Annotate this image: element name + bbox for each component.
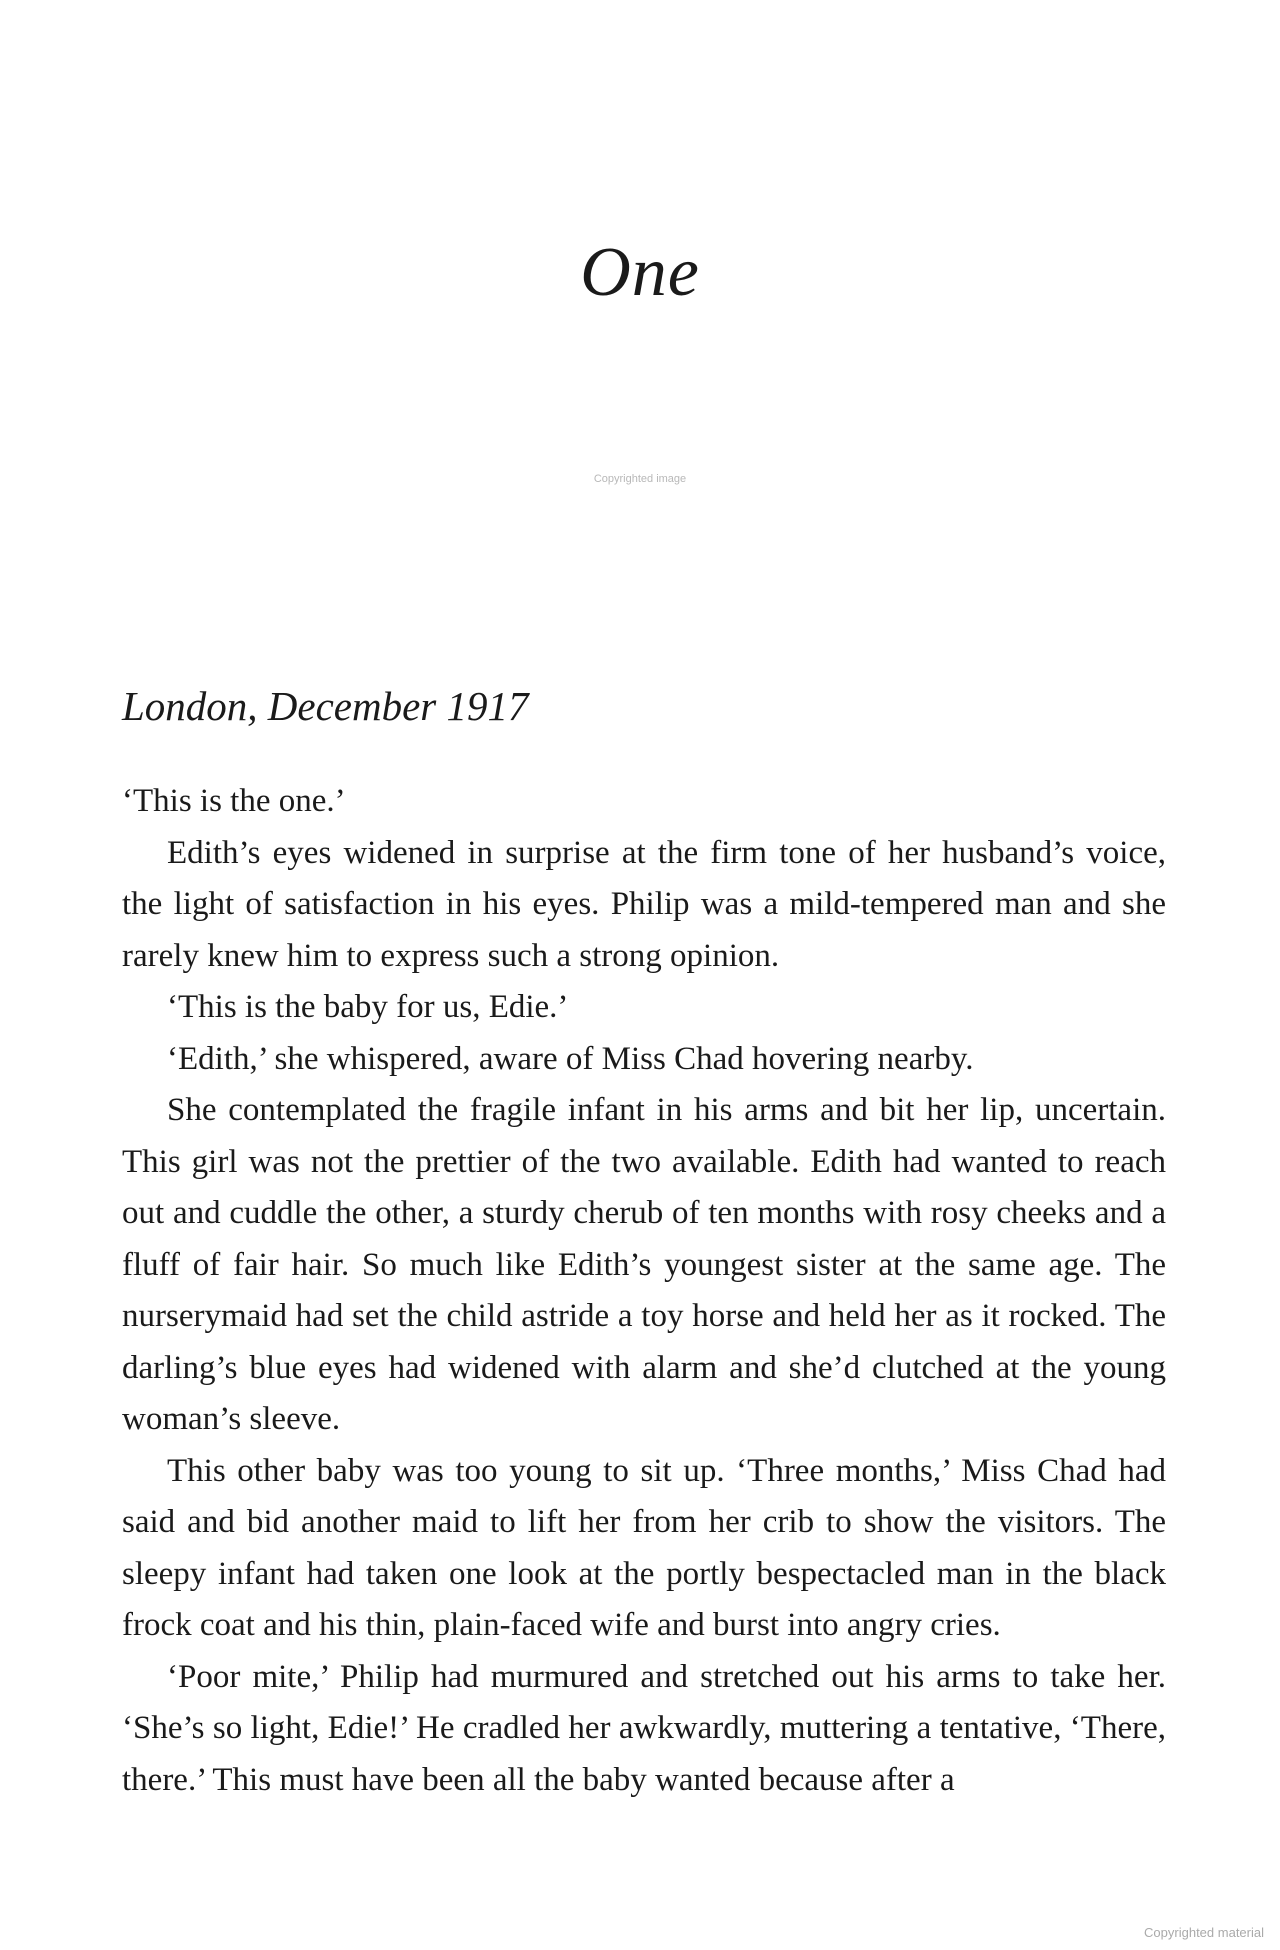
copyright-footer: Copyrighted material	[1144, 1925, 1264, 1940]
paragraph: ‘Edith,’ she whispered, aware of Miss Chad hovering nearby.	[167, 1040, 974, 1077]
paragraph: This other baby was too young to sit up. ‘Three months,’ Miss Chad had said and bid another maid to lift her from her crib to show the visitors. The sleepy infant had taken one look at the portly bespectacled man in the black frock coat and his thin, plain-faced wife and burst into angry cries.	[122, 1452, 1166, 1643]
paragraph: Edith’s eyes widened in surprise at the firm tone of her husband’s voice, the light of satisfaction in his eyes. Philip was a mild-tempered man and she rarely knew him to express such a strong opinion.	[122, 834, 1166, 974]
chapter-title: One	[580, 234, 700, 311]
paragraph: ‘This is the baby for us, Edie.’	[167, 989, 569, 1025]
paragraph: She contemplated the fragile infant in his arms and bit her lip, uncertain. This girl was not the prettier of the two available. Edith had wanted to reach out and cuddle the other, a sturdy cherub of ten months with rosy cheeks and a fluff of fair hair. So much like Edith’s youngest sister at the same age. The nurserymaid had set the child astride a toy horse and held her as it rocked. The darling’s blue eyes had widened with alarm and she’d clutched at the young woman’s sleeve.	[122, 1092, 1166, 1437]
body-text	[122, 776, 1166, 1806]
paragraph: ‘This is the one.’	[122, 783, 346, 819]
copyrighted-image-placeholder: Copyrighted image	[593, 473, 687, 485]
paragraph: ‘Poor mite,’ Philip had murmured and stretched out his arms to take her. ‘She’s so light, Edie!’ He cradled her awkwardly, muttering a tentative, ‘There, there.’ This must have been all the baby wanted because after a	[122, 1658, 1166, 1798]
place-date-heading: London, December 1917	[122, 683, 529, 729]
